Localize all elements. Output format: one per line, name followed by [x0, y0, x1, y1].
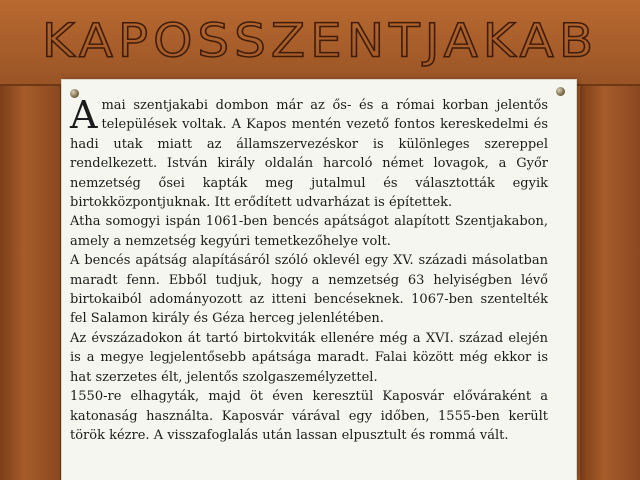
paragraph: [70, 93, 548, 212]
dropcap: A: [70, 93, 98, 137]
paragraph: Atha somogyi ispán 1061-ben bencés apátságot alapított Szentjakabon, amely a nemzetség kegyúri temetkezőhelye volt.: [70, 214, 548, 249]
info-sign: [62, 80, 576, 480]
carved-title: KAPOSSZENTJAKAB: [41, 14, 599, 68]
paragraph: Az évszázadokon át tartó birtokviták ellenére még a XVI. század elején is a megye legjelentősebb apátsága maradt. Falai között még ekkor is hat szerzetes élt, jelentős szolgaszemélyzettel.: [70, 330, 548, 385]
screw-icon: [556, 87, 565, 96]
paragraph: A bencés apátság alapításáról szóló oklevél egy XV. századi másolatban maradt fenn. Ebből tudjuk, hogy a nemzetség 63 helyiségben lévő birtokaiból adományozott az itteni bencéseknek. 1067-ben szentelték fel Salamon király és Géza herceg jelenlétében.: [70, 253, 548, 327]
paragraph-text: mai szentjakabi dombon már az ős- és a római korban jelentős települések voltak. A Kapos mentén vezető fontos kereskedelmi és hadi utak miatt az államszervezéskor is különleges szereppel rendelkezett. István király oldalán harcoló német lovagok, a Győr nemzetség ősei kapták meg jutalmul és választották egyik birtokközpontjuknak. Itt erődített udvarházat is építettek.: [70, 98, 548, 211]
sign-text: [70, 93, 548, 445]
paragraph: 1550-re elhagyták, majd öt éven keresztül Kaposvár előváraként a katonaság használta. Kaposvár várával egy időben, 1555-ben került török kézre. A visszafoglalás után lassan elpusztult és rommá vált.: [70, 389, 548, 443]
carved-crossbar: [0, 0, 640, 86]
